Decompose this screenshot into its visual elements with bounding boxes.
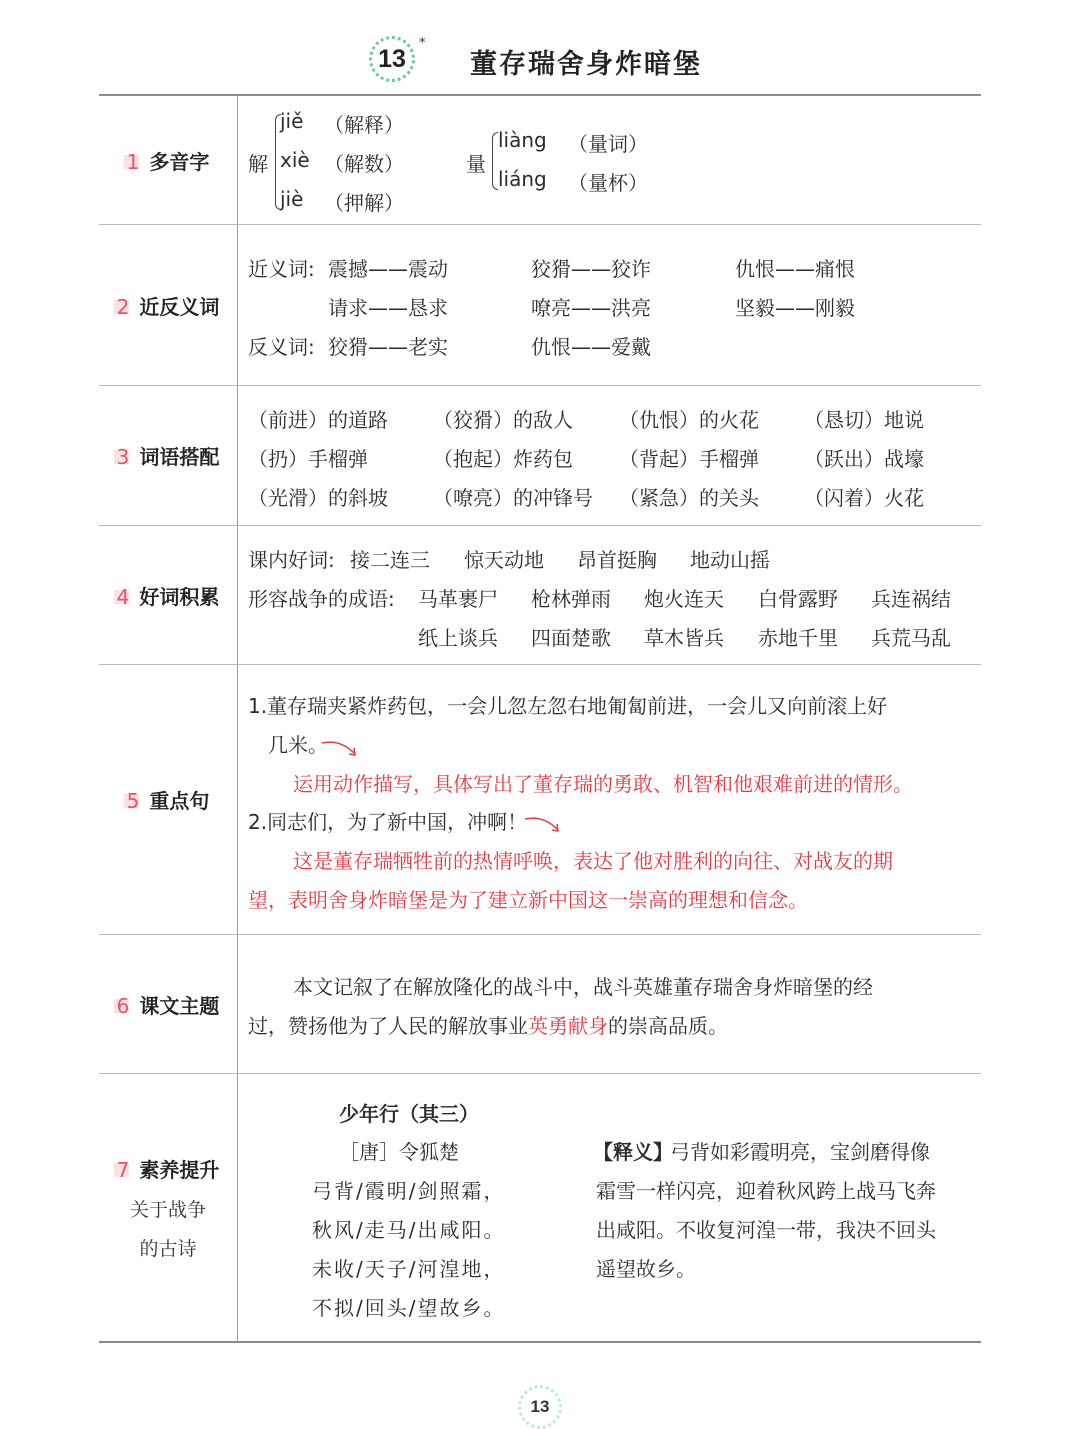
pinyin: liáng — [498, 167, 547, 191]
row-label — [99, 526, 238, 664]
collocation-item: （光滑）的斜坡 — [248, 486, 388, 510]
row-label — [99, 935, 238, 1073]
theme-highlight: 英勇献身 — [528, 1014, 608, 1038]
collocation-item: （扔）手榴弹 — [248, 447, 368, 471]
antonym-pair: 仇恨——爱戴 — [531, 335, 651, 359]
gloss: （押解） — [324, 191, 404, 215]
key-sentence-1-cont: 几米。 — [268, 733, 328, 757]
row-subtitle: 关于战争 — [129, 1199, 206, 1221]
row-number: 4 — [116, 584, 130, 609]
key-sentence-2: 2.同志们，为了新中国，冲啊！ — [248, 810, 528, 834]
study-table — [99, 94, 981, 1343]
gloss: （量杯） — [568, 171, 648, 195]
word: 惊天动地 — [464, 548, 544, 572]
theme-content — [238, 935, 981, 1073]
annotation-arrow-icon — [320, 737, 360, 763]
meaning-label: 【释义】 — [593, 1140, 673, 1164]
pinyin: jiè — [280, 187, 304, 211]
annotation-arrow-icon — [523, 813, 563, 839]
meaning-line: 霜雪一样闪亮，迎着秋风跨上战马飞奔 — [596, 1179, 936, 1203]
collocation-item: （抱起）炸药包 — [433, 447, 573, 471]
idiom: 枪林弹雨 — [531, 587, 611, 611]
synonym-pair: 震撼——震动 — [328, 257, 448, 281]
row-number: 2 — [116, 294, 130, 319]
collocation-item: （跃出）战壕 — [804, 447, 924, 471]
idiom: 草木皆兵 — [644, 626, 724, 650]
collocation-item: （闪着）火花 — [804, 486, 924, 510]
poem-author: ［唐］令狐楚 — [339, 1140, 459, 1164]
row-collocations — [99, 386, 981, 526]
row-synonyms-antonyms — [99, 225, 981, 386]
row-label — [99, 96, 238, 224]
row-key-sentences — [99, 665, 981, 935]
antonym-label: 反义词: — [248, 335, 315, 359]
row-number: 1 — [126, 149, 140, 174]
synonym-pair: 嘹亮——洪亮 — [531, 296, 651, 320]
lesson-header — [0, 28, 1080, 88]
row-title: 近反义词 — [139, 294, 220, 319]
key-sentence-1: 1.董存瑞夹紧炸药包，一会儿忽左忽右地匍匐前进，一会儿又向前滚上好 — [248, 694, 888, 718]
row-theme — [99, 935, 981, 1074]
collocation-item: （仇恨）的火花 — [619, 408, 759, 432]
row-polyphones — [99, 96, 981, 225]
lesson-number-badge: 13 — [369, 36, 415, 82]
polyphone-char-liang: 量 — [466, 152, 486, 176]
poem-line: 弓背/霞明/剑照霜， — [312, 1179, 506, 1203]
synonym-pair: 仇恨——痛恨 — [735, 257, 855, 281]
row-label — [99, 1074, 238, 1341]
idiom: 白骨露野 — [758, 587, 838, 611]
pinyin: liàng — [498, 128, 547, 152]
gloss: （解数） — [324, 152, 404, 176]
war-idioms-label: 形容战争的成语: — [248, 587, 395, 611]
row-label — [99, 386, 238, 525]
row-label — [99, 665, 238, 934]
meaning-line: 遥望故乡。 — [596, 1257, 696, 1281]
poem-line: 不拟/回头/望故乡。 — [312, 1296, 506, 1320]
meaning-line: 出咸阳。不收复河湟一带，我决不回头 — [596, 1218, 936, 1242]
idiom: 兵连祸结 — [871, 587, 951, 611]
poem-content — [238, 1074, 981, 1341]
synonym-pair: 坚毅——刚毅 — [735, 296, 855, 320]
theme-line-2: 过，赞扬他为了人民的解放事业英勇献身的崇高品质。 — [248, 1014, 728, 1038]
idiom: 纸上谈兵 — [418, 626, 498, 650]
vocabulary-content — [238, 526, 981, 664]
pinyin: xiè — [280, 148, 310, 172]
collocation-item: （背起）手榴弹 — [619, 447, 759, 471]
idiom: 兵荒马乱 — [871, 626, 951, 650]
polyphone-char-jie: 解 — [248, 152, 268, 176]
antonym-pair: 狡猾——老实 — [328, 335, 448, 359]
collocation-item: （嘹亮）的冲锋号 — [433, 486, 593, 510]
key-sentence-2-note-cont: 望，表明舍身炸暗堡是为了建立新中国这一崇高的理想和信念。 — [248, 888, 808, 912]
row-number: 6 — [116, 993, 130, 1018]
row-number: 3 — [116, 445, 130, 469]
meaning-line: 弓背如彩霞明亮，宝剑磨得像 — [670, 1140, 930, 1164]
row-label — [99, 225, 238, 385]
collocation-item: （前进）的道路 — [248, 408, 388, 432]
row-number: 5 — [126, 789, 140, 813]
page-title: 董存瑞舍身炸暗堡 — [470, 49, 702, 80]
polyphones-content — [238, 96, 981, 224]
gloss: （解释） — [324, 113, 404, 137]
theme-line-1: 本文记叙了在解放隆化的战斗中，战斗英雄董存瑞舍身炸暗堡的经 — [293, 975, 873, 999]
in-class-words-label: 课内好词: — [248, 548, 335, 572]
row-vocabulary — [99, 526, 981, 665]
row-title: 重点句 — [149, 789, 210, 813]
row-literacy — [99, 1074, 981, 1343]
key-sentences-content — [238, 665, 981, 934]
pinyin: jiě — [280, 109, 304, 133]
poem-line: 未收/天子/河湟地， — [312, 1257, 506, 1281]
key-sentence-1-note: 运用动作描写，具体写出了董存瑞的勇敢、机智和他艰难前进的情形。 — [293, 772, 913, 796]
synonyms-content — [238, 225, 981, 385]
page-number: 13 — [518, 1385, 562, 1429]
row-title: 课文主题 — [139, 993, 220, 1018]
collocation-item: （恳切）地说 — [804, 408, 924, 432]
collocation-item: （紧急）的关头 — [619, 486, 759, 510]
idiom: 马革裹尸 — [418, 587, 498, 611]
idiom: 赤地千里 — [758, 626, 838, 650]
row-title: 好词积累 — [139, 584, 220, 609]
row-title: 多音字 — [149, 149, 210, 174]
word: 地动山摇 — [690, 548, 770, 572]
row-number: 7 — [116, 1158, 130, 1182]
synonym-pair: 请求——恳求 — [328, 296, 448, 320]
idiom: 四面楚歌 — [531, 626, 611, 650]
key-sentence-2-note: 这是董存瑞牺牲前的热情呼唤，表达了他对胜利的向往、对战友的期 — [293, 849, 893, 873]
poem-title: 少年行（其三） — [339, 1102, 479, 1126]
word: 接二连三 — [350, 548, 430, 572]
synonym-label: 近义词: — [248, 257, 315, 281]
lesson-mark: * — [419, 36, 426, 51]
poem-line: 秋风/走马/出咸阳。 — [312, 1218, 506, 1242]
row-subtitle: 的古诗 — [139, 1238, 197, 1260]
collocation-item: （狡猾）的敌人 — [433, 408, 573, 432]
gloss: （量词） — [568, 132, 648, 156]
synonym-pair: 狡猾——狡诈 — [531, 257, 651, 281]
collocations-content — [238, 386, 981, 525]
row-title: 素养提升 — [139, 1158, 220, 1182]
idiom: 炮火连天 — [644, 587, 724, 611]
word: 昂首挺胸 — [577, 548, 657, 572]
row-title: 词语搭配 — [139, 445, 220, 469]
